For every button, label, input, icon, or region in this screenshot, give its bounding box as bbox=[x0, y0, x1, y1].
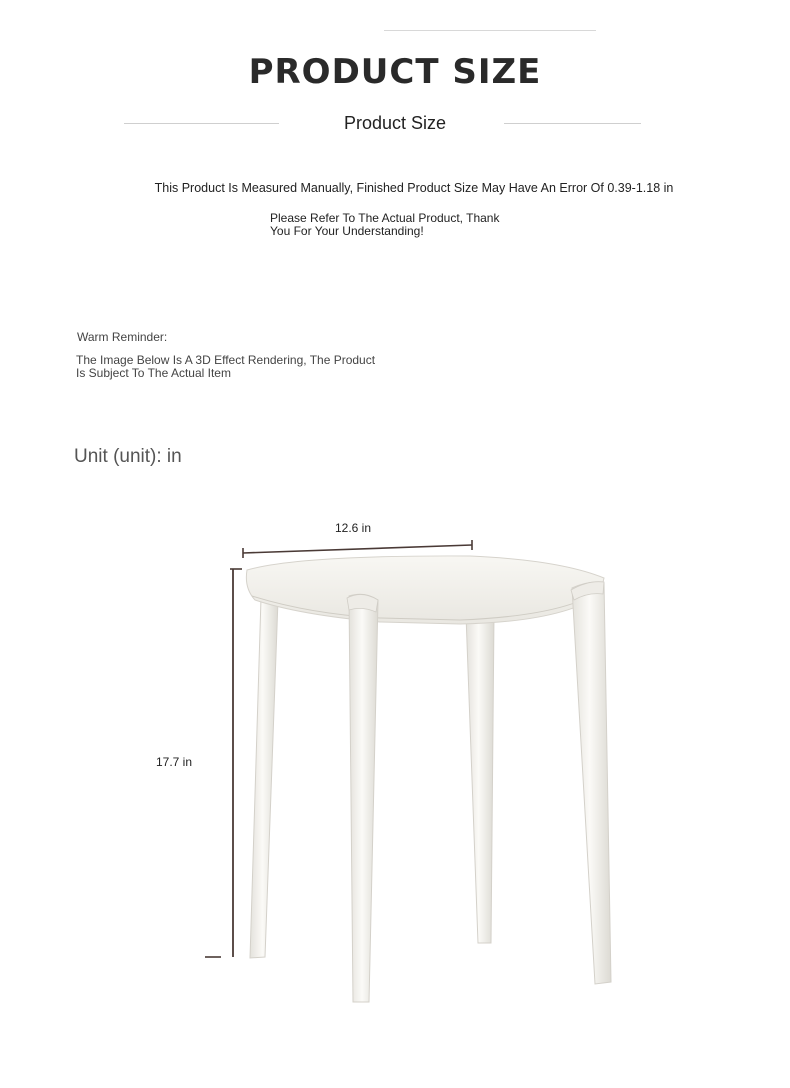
measurement-note: This Product Is Measured Manually, Finished Product Size May Have An Error Of 0.39-1.18 in bbox=[154, 181, 674, 195]
height-dimension-label: 17.7 in bbox=[155, 755, 193, 769]
stool-seat bbox=[246, 556, 604, 624]
stool-front-leg-left bbox=[349, 594, 378, 1002]
refer-note-line-1: Please Refer To The Actual Product, Thank bbox=[270, 211, 500, 225]
stool-back-leg-right bbox=[466, 615, 494, 943]
unit-label: Unit (unit): in bbox=[74, 446, 182, 467]
refer-note-line-2: You For Your Understanding! bbox=[270, 224, 424, 238]
warm-reminder-line-1: The Image Below Is A 3D Effect Rendering, The Product bbox=[76, 353, 376, 367]
height-dimension-line bbox=[205, 569, 242, 957]
stool-front-leg-right bbox=[572, 582, 611, 984]
width-dimension-line bbox=[243, 540, 472, 558]
warm-reminder-label: Warm Reminder: bbox=[77, 330, 168, 344]
width-dimension-label: 12.6 in bbox=[334, 521, 372, 535]
stool-back-leg-left bbox=[250, 598, 278, 958]
page-title: PRODUCT SIZE bbox=[248, 52, 542, 92]
warm-reminder-line-2: Is Subject To The Actual Item bbox=[76, 366, 231, 380]
section-subtitle: Product Size bbox=[343, 113, 447, 133]
